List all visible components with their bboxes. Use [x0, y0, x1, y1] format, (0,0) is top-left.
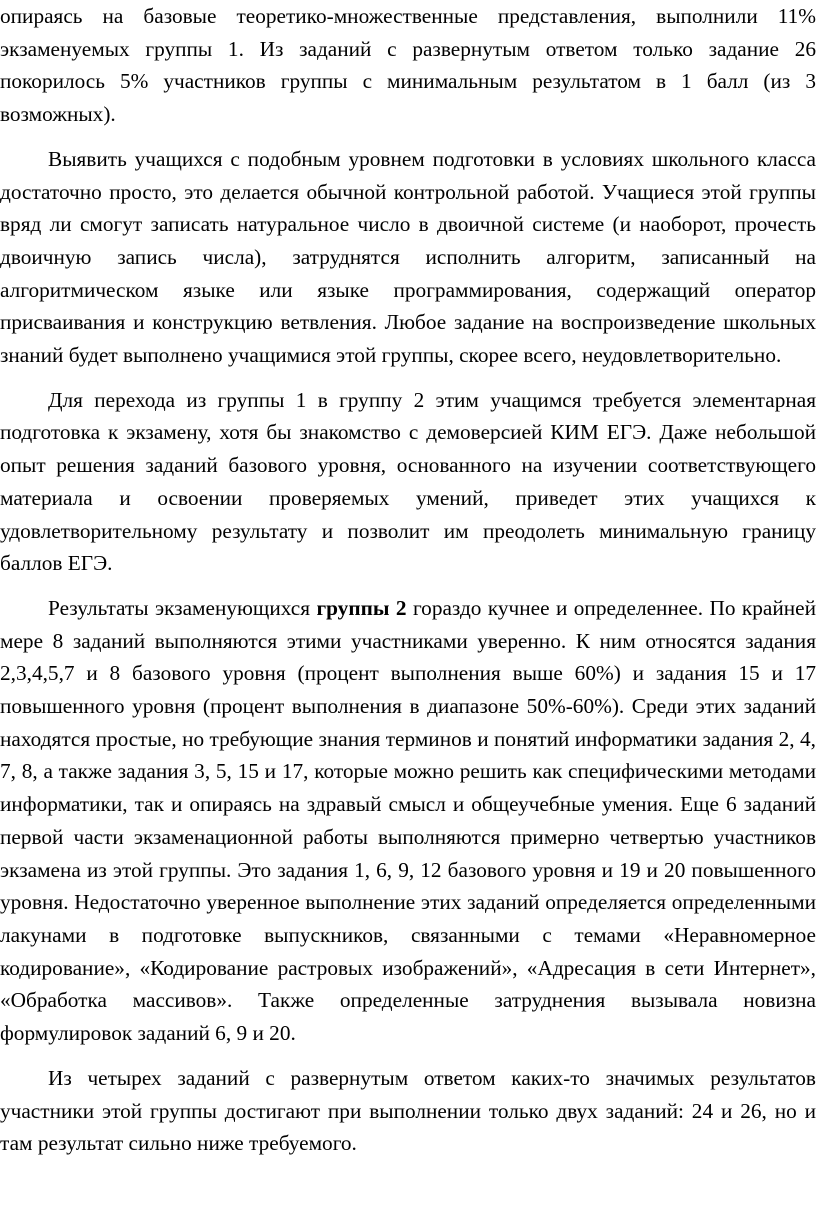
paragraph-4-bold-term: группы 2: [316, 595, 407, 620]
paragraph-5: Из четырех заданий с развернутым ответом каких-то значимых результатов участники этой группы достигают при выполнении только двух заданий: 24 и 26, но и там результат сильно ниже требуемого.: [0, 1065, 816, 1156]
paragraph-4-lead: Результаты экзаменующихся: [48, 595, 317, 620]
paragraph-4: [0, 592, 816, 1050]
paragraph-1: опираясь на базовые теоретико-множественные представления, выполнили 11% экзаменуемых группы 1. Из заданий с развернутым ответом только задание 26 покорилось 5% участников группы с минимальным результатом в 1 балл (из 3 возможных).: [0, 4, 816, 127]
paragraph-4-rest: гораздо кучнее и определеннее. По крайней мере 8 заданий выполняются этими участниками уверенно. К ним относятся задания 2,3,4,5,7 и 8 базового уровня (процент выполнения выше 60%) и задания 15 и 17 повышенного уровня (процент выполнения в диапазоне 50%-60%). Среди этих заданий находятся простые, но требующие знания терминов и понятий информатики задания 2, 4, 7, 8, а также задания 3, 5, 15 и 17, которые можно решить как специфическими методами информатики, так и опираясь на здравый смысл и общеучебные умения. Еще 6 заданий первой части экзаменационной работы выполняются примерно четвертью участников экзамена из этой группы. Это задания 1, 6, 9, 12 базового уровня и 19 и 20 повышенного уровня. Недостаточно уверенное выполнение этих заданий определяется определенными лакунами в подготовке выпускников, связанными с темами «Неравномерное кодирование», «Кодирование растровых изображений», «Адресация в сети Интернет», «Обработка массивов». Также определенные затруднения вызывала новизна формулировок заданий 6, 9 и 20.: [0, 595, 816, 1046]
paragraph-3: Для перехода из группы 1 в группу 2 этим учащимся требуется элементарная подготовка к экзамену, хотя бы знакомство с демоверсией КИМ ЕГЭ. Даже небольшой опыт решения заданий базового уровня, основанного на изучении соответствующего материала и освоении проверяемых умений, приведет этих учащихся к удовлетворительному результату и позволит им преодолеть минимальную границу баллов ЕГЭ.: [0, 387, 816, 576]
paragraph-2: Выявить учащихся с подобным уровнем подготовки в условиях школьного класса достаточно просто, это делается обычной контрольной работой. Учащиеся этой группы вряд ли смогут записать натуральное число в двоичной системе (и наоборот, прочесть двоичную запись числа), затруднятся исполнить алгоритм, записанный на алгоритмическом языке или языке программирования, содержащий оператор присваивания и конструкцию ветвления. Любое задание на воспроизведение школьных знаний будет выполнено учащимися этой группы, скорее всего, неудовлетворительно.: [0, 146, 816, 368]
